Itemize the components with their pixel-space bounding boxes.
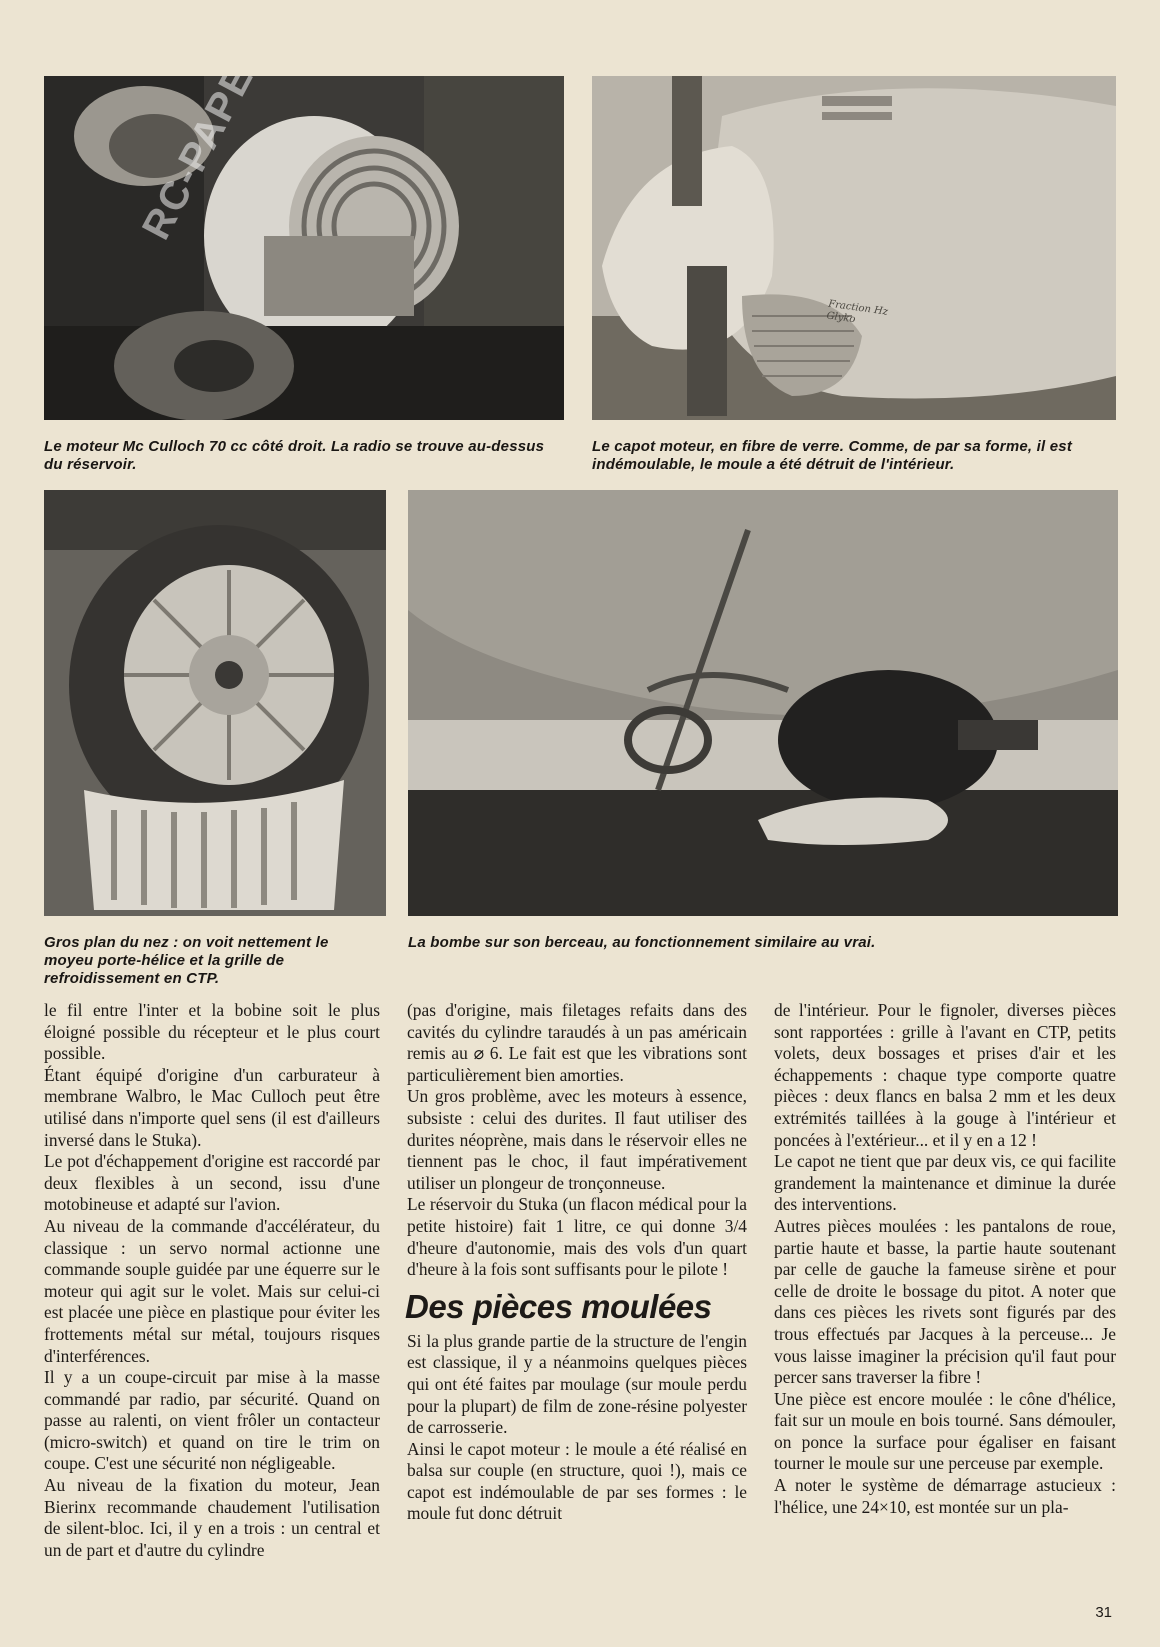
cowl-handwriting: Fraction Hz Glyko [825,298,889,326]
photo-bomb [408,490,1118,916]
paragraph: Il y a un coupe-circuit par mise à la masse commandé par radio, par sécurité. Quand on passe au ralenti, on vient frôler un contacteur (micro-switch) et quand on tire le trim on coupe. C'est une sécurité non négligeable. [44,1367,380,1474]
caption-cowl: Le capot moteur, en fibre de verre. Comme, de par sa forme, il est indémoulable, le moule a été détruit de l'intérieur. [592,438,1073,473]
paragraph: Au niveau de la fixation du moteur, Jean Bierinx recommande chaudement l'utilisation de silent-bloc. Ici, il y en a trois : un central et un de part et d'autre du cylindre [44,1475,380,1560]
paragraph: Le pot d'échappement d'origine est raccordé par deux flexibles à un second, issu d'une motobineuse et adapté sur l'avion. [44,1151,380,1215]
paragraph: le fil entre l'inter et la bobine soit le plus éloigné possible du récepteur et le plus court possible. [44,1000,380,1064]
paragraph: Ainsi le capot moteur : le moule a été réalisé en balsa sur couple (en structure, quoi !), mais ce capot est indémoulable de par ses formes : le moule fut donc détruit [407,1438,747,1524]
paragraph: Autres pièces moulées : les pantalons de roue, partie haute et basse, la partie haute soutenant par celle de gauche la fameuse sirène et pour celle de droite le bossage du pitot. A noter que dans ces pièces les rivets sont figurés par des trous effectués par Jacques à la perceuse... Je vous laisse imaginer la précision qu'il faut pour percer sans traverser la fibre ! [774,1215,1116,1388]
photo-nose [44,490,386,916]
paragraph: Le capot ne tient que par deux vis, ce qui facilite grandement la maintenance et diminue la durée des interventions. [774,1151,1116,1215]
paragraph: Au niveau de la commande d'accélérateur, du classique : un servo normal actionne une commande souple guidée par une équerre sur le moteur qui agit sur le volet. Mais sur celui-ci est placée une pièce en plastique pour éviter les frottements métal sur métal, toujours risques d'interférences. [44,1215,380,1366]
paragraph: Le réservoir du Stuka (un flacon médical pour la petite histoire) fait 1 litre, ce qui donne 3/4 d'heure d'autonomie, mais des vols d'un quart d'heure à la fois sont suffisants pour le pilote ! [407,1194,747,1280]
paragraph: Étant équipé d'origine d'un carburateur à membrane Walbro, le Mac Culloch peut être utilisé dans n'importe quel sens (il est d'ailleurs inversé dans le Stuka). [44,1064,380,1150]
section-heading: Des pièces moulées [405,1287,712,1325]
paragraph: Si la plus grande partie de la structure de l'engin est classique, il y a néanmoins quelques pièces qui ont été faites par moulage (sur moule perdu pour la plupart) de film de zone-résine polyester de carrosserie. [407,1330,747,1438]
text-column-1 [44,1000,380,1561]
paragraph: A noter le système de démarrage astucieux : l'hélice, une 24×10, est montée sur un pla- [774,1475,1116,1517]
paragraph: de l'intérieur. Pour le fignoler, diverses pièces sont rapportées : grille à l'avant en CTP, petits volets, deux bossages et prises d'air et les échappements : chaque type comporte quatre pièces : deux flancs en balsa 2 mm et les deux extrémités taillées à la gouge à l'intérieur et poncées à l'extérieur... et il y en a 12 ! [774,1000,1116,1150]
caption-nose: Gros plan du nez : on voit nettement le moyeu porte-hélice et la grille de refroidissement en CTP. [44,934,329,987]
paragraph: Une pièce est encore moulée : le cône d'hélice, fait sur un moule en bois tourné. Sans démouler, on ponce la surface pour égaliser en faisant tourner le moule sur une perceuse par exemple. [774,1388,1116,1474]
photo-engine [44,76,564,420]
text-column-3 [774,1000,1116,1518]
caption-engine: Le moteur Mc Culloch 70 cc côté droit. La radio se trouve au-dessus du réservoir. [44,438,545,473]
page-number: 31 [1095,1604,1112,1621]
paragraph: Un gros problème, avec les moteurs à essence, subsiste : celui des durites. Il faut utiliser des durites néoprène, mais dans le réservoir elles ne tiennent pas le choc, il faut impérativement utiliser un plongeur de tronçonneuse. [407,1086,747,1193]
text-column-2 [407,1000,747,1525]
caption-bomb: La bombe sur son berceau, au fonctionnement similaire au vrai. [408,934,876,951]
photo-cowl [592,76,1116,420]
paragraph: (pas d'origine, mais filetages refaits dans des cavités du cylindre taraudés à un pas américain remis au ⌀ 6. Le fait est que les vibrations sont particulièrement bien amorties. [407,1000,747,1085]
